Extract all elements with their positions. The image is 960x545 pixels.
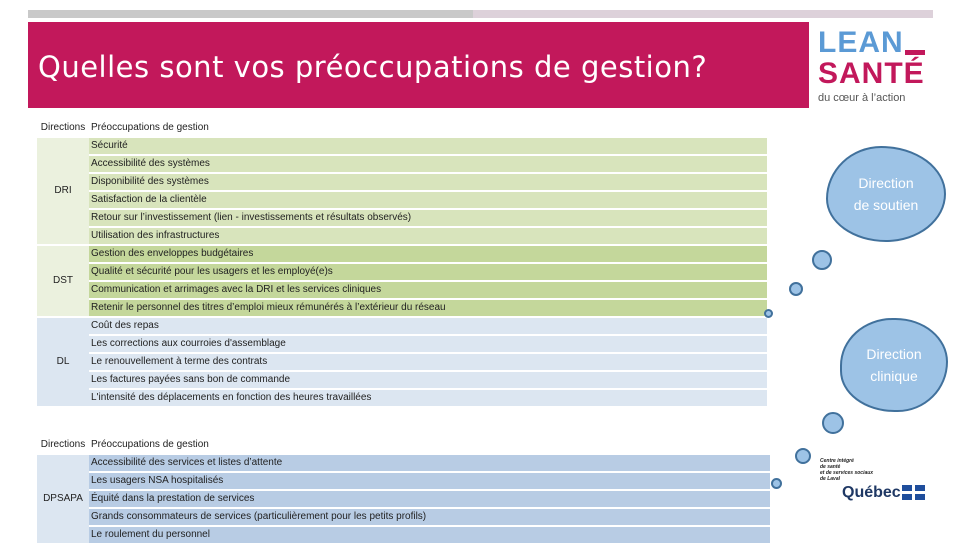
table-row — [37, 527, 770, 543]
direction-cell-dl: DL — [37, 318, 89, 406]
logo-org-line3: et de services sociaux — [820, 470, 874, 476]
cloud-callout-clinical — [840, 318, 948, 412]
thought-bubble-dot — [812, 250, 832, 270]
concern-cell: Gestion des enveloppes budgétaires — [89, 246, 767, 262]
table-row — [37, 491, 770, 507]
logo-org-line2: de santé — [820, 464, 841, 470]
table-row — [37, 192, 767, 208]
header-directions: Directions — [37, 120, 89, 136]
thought-bubble-dot — [771, 478, 782, 489]
table-row — [37, 390, 767, 406]
concern-cell: Communication et arrimages avec la DRI et les services cliniques — [89, 282, 767, 298]
concerns-table-support — [37, 118, 767, 408]
concern-cell: Accessibilité des services et listes d’attente — [89, 455, 770, 471]
thought-bubble-dot — [789, 282, 803, 296]
thought-bubble-dot — [795, 448, 811, 464]
header-concerns: Préoccupations de gestion — [89, 120, 767, 136]
header-directions: Directions — [37, 437, 89, 453]
cisss-laval-quebec-logo — [820, 458, 930, 508]
concern-cell: Le renouvellement à terme des contrats — [89, 354, 767, 370]
quebec-wordmark: Québec — [842, 484, 901, 501]
concern-cell: Disponibilité des systèmes — [89, 174, 767, 190]
cloud-callout-support — [826, 146, 946, 242]
table-row — [37, 156, 767, 172]
concern-cell: L'intensité des déplacements en fonction des heures travaillées — [89, 390, 767, 406]
table-row — [37, 174, 767, 190]
top-decoration-bar-accent — [473, 10, 933, 18]
logo-org-line4: de Laval — [820, 476, 841, 482]
concern-cell: Le roulement du personnel — [89, 527, 770, 543]
concern-cell: Satisfaction de la clientèle — [89, 192, 767, 208]
table-header-row — [37, 437, 770, 453]
table-header-row — [37, 120, 767, 136]
table-row — [37, 264, 767, 280]
logo-line1: LEAN — [818, 26, 904, 59]
logo-line2: SANTÉ — [818, 57, 925, 90]
table-row — [37, 246, 767, 262]
table-row — [37, 336, 767, 352]
slide-title: Quelles sont vos préoccupations de gestion? — [38, 50, 708, 84]
table-row — [37, 509, 770, 525]
table-row — [37, 372, 767, 388]
thought-bubble-dot — [822, 412, 844, 434]
direction-cell-dst: DST — [37, 246, 89, 316]
table-row — [37, 473, 770, 489]
table-row — [37, 455, 770, 471]
concern-cell: Les corrections aux courroies d'assemblage — [89, 336, 767, 352]
table-row — [37, 354, 767, 370]
top-decoration-bar — [28, 10, 473, 18]
title-band — [28, 22, 809, 108]
logo-org-line1: Centre intégré — [820, 458, 854, 464]
cloud-label-clinical: Direction clinique — [866, 346, 922, 384]
concern-cell: Équité dans la prestation de services — [89, 491, 770, 507]
concern-cell: Utilisation des infrastructures — [89, 228, 767, 244]
lean-sante-logo — [812, 24, 932, 108]
table-row — [37, 282, 767, 298]
direction-cell-dri: DRI — [37, 138, 89, 244]
table-row — [37, 300, 767, 316]
quebec-flag-icon — [902, 485, 925, 500]
table-row — [37, 318, 767, 334]
concern-cell: Coût des repas — [89, 318, 767, 334]
cloud-label-support: Direction de soutien — [853, 175, 919, 213]
direction-cell-dpsapa: DPSAPA — [37, 455, 89, 543]
concern-cell: Qualité et sécurité pour les usagers et les employé(e)s — [89, 264, 767, 280]
concern-cell: Sécurité — [89, 138, 767, 154]
table-row — [37, 228, 767, 244]
logo-tagline: du cœur à l’action — [818, 92, 906, 104]
concern-cell: Les usagers NSA hospitalisés — [89, 473, 770, 489]
table-row — [37, 138, 767, 154]
logo-dash — [905, 50, 925, 55]
concerns-table-clinical — [37, 435, 770, 545]
concern-cell: Grands consommateurs de services (particulièrement pour les petits profils) — [89, 509, 770, 525]
header-concerns: Préoccupations de gestion — [89, 437, 770, 453]
table-row — [37, 210, 767, 226]
concern-cell: Retour sur l’investissement (lien - investissements et résultats observés) — [89, 210, 767, 226]
concern-cell: Accessibilité des systèmes — [89, 156, 767, 172]
thought-bubble-dot — [764, 309, 773, 318]
concern-cell: Retenir le personnel des titres d’emploi mieux rémunérés à l’extérieur du réseau — [89, 300, 767, 316]
concern-cell: Les factures payées sans bon de commande — [89, 372, 767, 388]
